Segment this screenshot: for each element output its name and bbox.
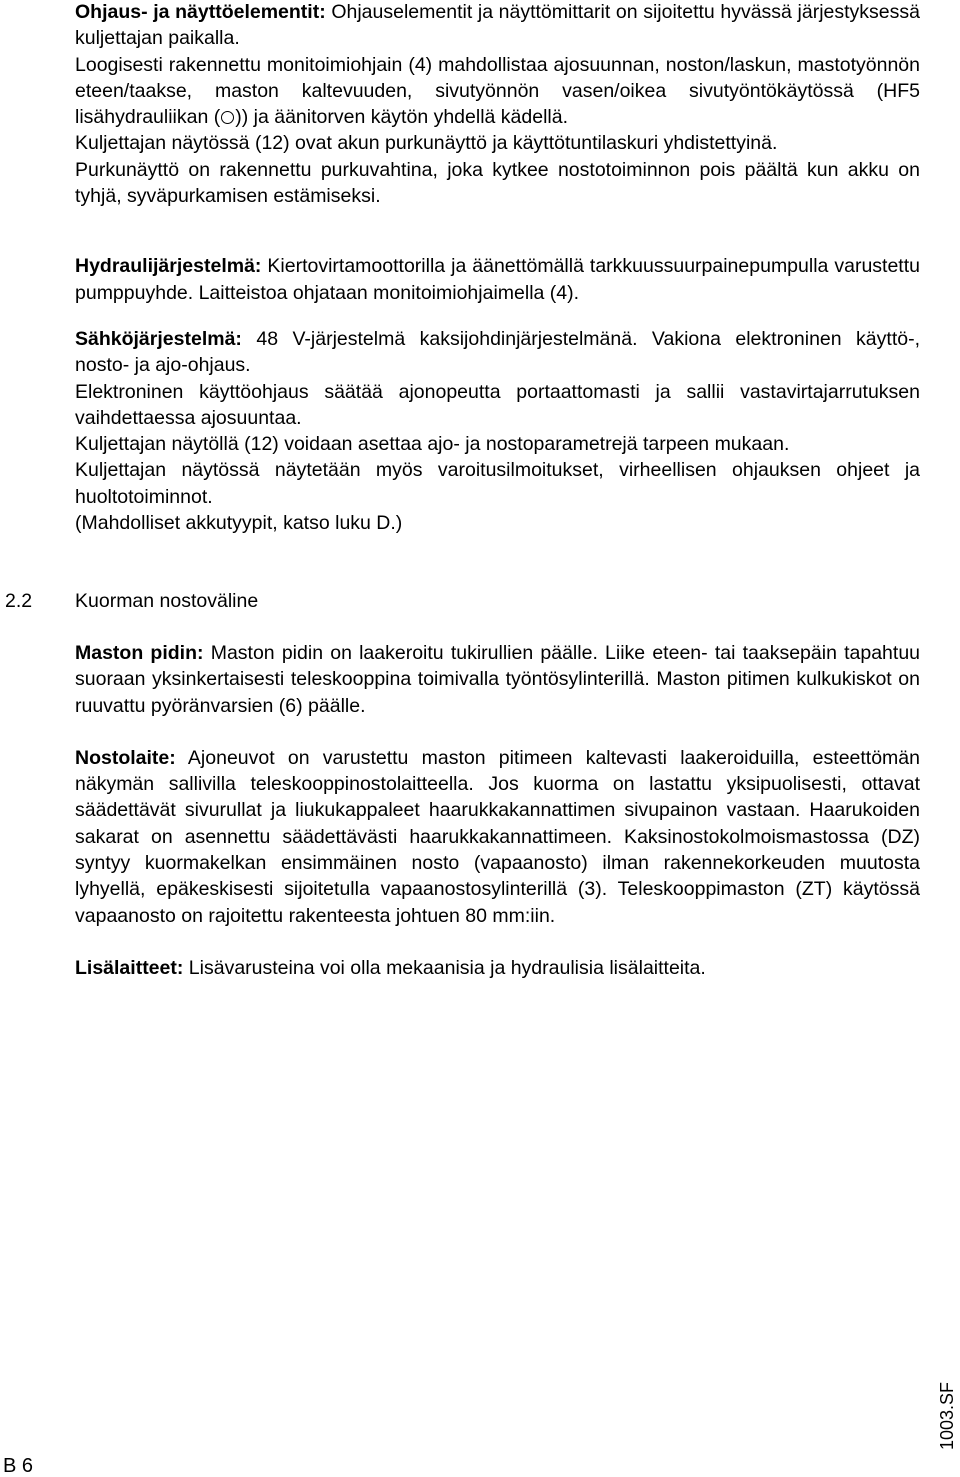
text-electric: 48 V-järjestelmä kaksijohdinjärjestelmänä. Vakiona elektroninen käyttö-, nosto- ja ajo-ohjaus.: [75, 327, 920, 377]
heading-lift: Nostolaite:: [75, 746, 176, 769]
paragraph-lift: [75, 745, 920, 929]
text-joystick-post: )) ja äänitorven käytön yhdellä kädellä.: [235, 106, 569, 129]
body-column-bottom: [75, 640, 920, 981]
section-heading: [5, 588, 258, 614]
paragraph-joystick: [75, 52, 920, 131]
heading-accessories: Lisälaitteet:: [75, 956, 184, 979]
paragraph-controls: [75, 0, 920, 52]
heading-controls: Ohjaus- ja näyttöelementit:: [75, 1, 326, 23]
text-accessories: Lisävarusteina voi olla mekaanisia ja hydraulisia lisälaitteita.: [183, 956, 706, 979]
page-number: B 6: [3, 1455, 34, 1477]
paragraph-mast: [75, 640, 920, 719]
circle-symbol-icon: [221, 111, 234, 124]
paragraph-accessories: [75, 955, 920, 981]
section-number: 2.2: [5, 590, 33, 612]
section-title: Kuorman nostoväline: [75, 590, 259, 612]
heading-hydraulics: Hydraulijärjestelmä:: [75, 255, 262, 278]
paragraph-display: Kuljettajan näytössä (12) ovat akun purkunäyttö ja käyttötuntilaskuri yhdistettyinä.: [75, 132, 778, 155]
body-column-top: [75, 0, 920, 536]
paragraph-hydraulics: [75, 253, 920, 306]
heading-mast: Maston pidin:: [75, 642, 204, 664]
paragraph-electric-3: Kuljettajan näytöllä (12) voidaan asettaa ajo- ja nostoparametrejä tarpeen mukaan.: [75, 433, 790, 456]
text-hydraulics: Kiertovirtamoottorilla ja äänettömällä tarkkuussuurpainepumpulla varustettu pumppuyhde. Laitteistoa ohjataan monitoimiohjaimella (4).: [75, 255, 920, 304]
text-mast: Maston pidin on laakeroitu tukirullien päälle. Liike eteen- tai taaksepäin tapahtuu suoraan yksinkertaisesti teleskooppina toimivalla työntösylinterillä. Maston pitimen kulkukiskot on ruuvattu pyöränvarsien (6) päälle.: [75, 642, 921, 717]
document-code: 1003.SF: [937, 1381, 957, 1450]
paragraph-discharge: Purkunäyttö on rakennettu purkuvahtina, joka kytkee nostotoiminnon pois päältä kun akku on tyhjä, syväpurkamisen estämiseksi.: [75, 158, 920, 208]
paragraph-electric: [75, 326, 920, 379]
text-lift: Ajoneuvot on varustettu maston pitimeen kaltevasti laakeroiduilla, esteettömän näkymän sallivilla teleskooppinostolaitteella. Jos kuorma on lastattu yksipuolisesti, ottavat säädettävät sivurullat ja liukukappaleet haarukkakannattimen sivupainon vastaan. Haarukoiden sakarat on asennettu säädettävästi haarukkakannattimeen. Kaksinostokolmoismastossa (DZ) syntyy kuormakelkan ensimmäinen nosto (vapaanosto) ilman rakennekorkeuden muutosta lyhyellä, epäkeskisesti sijoitetulla vapaanostosylinterillä (3). Teleskooppimaston (ZT) käytössä vapaanosto on rajoitettu rakenteesta johtuen 80 mm:iin.: [75, 746, 920, 927]
text-joystick-pre: Loogisesti rakennettu monitoimiohjain (4) mahdollistaa ajosuunnan, noston/laskun, mastotyönnön eteen/taakse, maston kaltevuuden, sivutyönnön vasen/oikea sivutyöntökäytössä (HF5 lisähydrauliikan (: [75, 53, 920, 129]
heading-electric: Sähköjärjestelmä:: [75, 327, 242, 350]
paragraph-electric-4: Kuljettajan näytössä näytetään myös varoitusilmoitukset, virheellisen ohjauksen ohjeet ja huoltotoiminnot.: [75, 459, 920, 508]
paragraph-electric-5: (Mahdolliset akkutyypit, katso luku D.): [75, 512, 403, 535]
text-controls-intro: Ohjauselementit ja näyttömittarit on sijoitettu hyvässä järjestyksessä kuljettajan paikalla.: [75, 1, 920, 50]
paragraph-electric-2: Elektroninen käyttöohjaus säätää ajonopeutta portaattomasti ja sallii vastavirtajarrutuksen vaihdettaessa ajosuuntaa.: [75, 380, 920, 429]
